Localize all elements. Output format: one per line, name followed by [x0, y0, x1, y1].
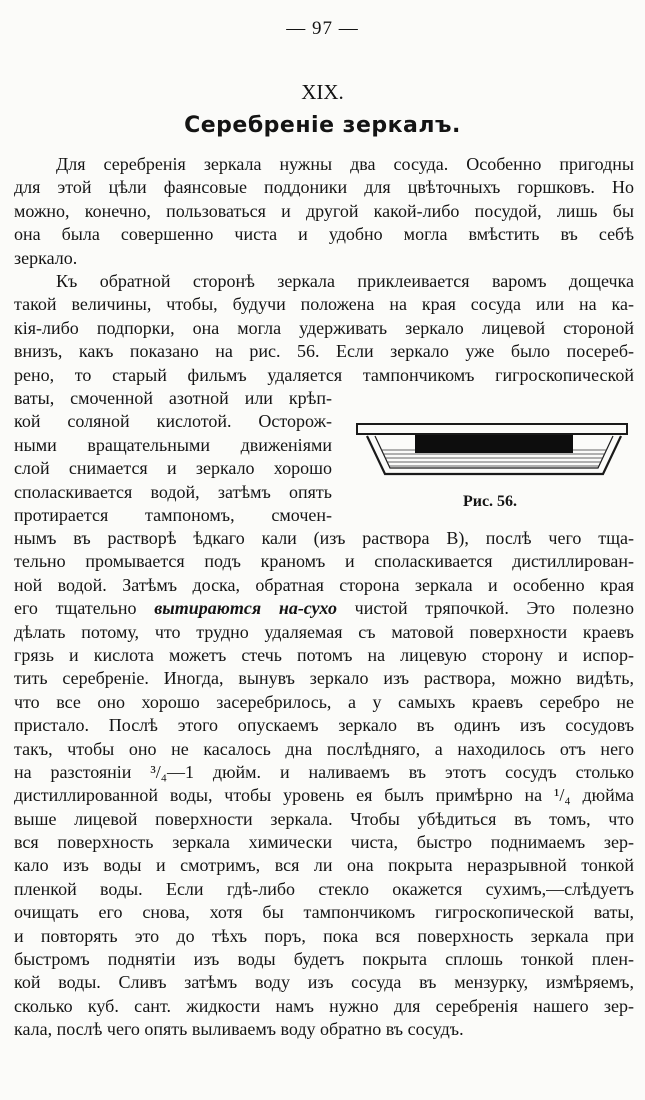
text-span: его тщательно — [14, 598, 155, 619]
text-line: такой величины, чтобы, будучи положена на края сосуда или на ка- — [14, 294, 634, 315]
text-line: нымъ въ растворѣ ѣдкаго кали (изъ раствора В), послѣ чего тща- — [14, 528, 634, 548]
text-line: дѣлать потому, что трудно удаляемая съ матовой поверхности краевъ — [14, 621, 634, 642]
italic-emphasis: вытираются на-сухо — [154, 598, 337, 619]
text-line: дистиллированной воды, чтобы уровень ея былъ примѣрно на ¹/₄ дюйма — [14, 785, 634, 806]
board-shape — [357, 424, 627, 434]
text-line: можно, конечно, пользоваться и другой какой-либо посудой, лишь бы — [14, 200, 634, 221]
text-line: на разстоянiи ³/₄—1 дюйм. и наливаемъ въ этотъ сосудъ столько — [14, 761, 634, 782]
text-line: выше лицевой поверхности зеркала. Чтобы убѣдиться въ томъ, что — [14, 808, 634, 829]
text-line: кало изъ воды и смотримъ, вся ли она покрыта неразрывной тонкой — [14, 855, 634, 876]
text-line: Для серебренiя зеркала нужны два сосуда. Особенно пригодны — [56, 154, 634, 174]
text-line: Къ обратной сторонѣ зеркала приклеивается варомъ дощечка — [56, 271, 634, 291]
text-line: слой снимается и зеркало хорошо — [14, 458, 332, 479]
text-line: кiя-либо подпорки, она могла удерживать зеркало лицевой стороной — [14, 317, 634, 338]
chapter-number: XIX. — [301, 80, 344, 104]
text-line: ными вращательными движенiями — [14, 434, 332, 455]
text-line: такъ, чтобы оно не касалось дна послѣдняго, а находилось отъ него — [14, 738, 634, 759]
paragraph-2-continued — [14, 527, 634, 1042]
text-line: внизъ, какъ показано на рис. 56. Если зеркало уже было посереб- — [14, 341, 634, 362]
text-line: кой воды. Сливъ затѣмъ воду изъ сосуда въ мензурку, измѣряемъ, — [14, 972, 634, 993]
paragraph-1 — [14, 153, 634, 270]
text-line: кой соляной кислотой. Осторож- — [14, 411, 332, 432]
text-line: она была совершенно чиста и удобно могла вмѣстить въ себѣ — [14, 224, 634, 245]
text-line: ной водой. Затѣмъ доска, обратная сторона зеркала и особенно края — [14, 574, 634, 595]
figure-56-illustration — [345, 420, 635, 530]
text-line: и повторять это до тѣхъ поръ, пока вся поверхность зеркала при — [14, 925, 634, 946]
page-number: — 97 — — [286, 18, 359, 39]
text-line-emphasis — [14, 597, 634, 620]
text-line: зеркало. — [14, 247, 78, 268]
text-line: что все оно хорошо засеребрилось, а у самыхъ краевъ серебро не — [14, 691, 634, 712]
text-line: пленкой воды. Если гдѣ-либо стекло окажется сухимъ,—слѣдуетъ — [14, 878, 634, 899]
text-line: рено, то старый фильмъ удаляется тампончикомъ гигроскопической — [14, 364, 634, 385]
paragraph-2 — [14, 270, 634, 387]
text-line: пристало. Послѣ этого опускаемъ зеркало въ одинъ изъ сосудовъ — [14, 715, 634, 736]
text-line: протирается тампономъ, смочен- — [14, 504, 332, 525]
text-line: вся поверхность зеркала химически чиста, быстро поднимаемъ зер- — [14, 832, 634, 853]
text-line: грязь и кислота можетъ стечь потомъ на лицевую сторону и испор- — [14, 644, 634, 665]
text-line: очищать его снова, хотя бы тампончикомъ гигроскопической ваты, — [14, 902, 634, 923]
section-title: Серебренiе зеркалъ. — [184, 113, 461, 138]
text-line: для этой цѣли фаянсовые поддоники для цвѣточныхъ горшковъ. Но — [14, 177, 634, 198]
text-line: быстромъ поднятiи изъ воды будетъ покрыта сплошь тонкой плен- — [14, 949, 634, 970]
mirror-shape — [415, 435, 573, 453]
text-line: кала, послѣ чего опять выливаемъ воду обратно въ сосудъ. — [14, 1019, 464, 1040]
text-line: сколько куб. сант. жидкости намъ нужно для серебренiя нашего зер- — [14, 995, 634, 1016]
text-line: тить серебренiе. Иногда, вынувъ зеркало изъ раствора, можно видѣть, — [14, 668, 634, 689]
text-line: споласкивается водой, затѣмъ опять — [14, 481, 332, 502]
text-line: тельно промывается подъ краномъ и споласкивается дистиллирован- — [14, 551, 634, 572]
text-line: ваты, смоченной азотной или крѣп- — [14, 388, 332, 408]
figure-caption: Рис. 56. — [462, 493, 518, 510]
text-span: чистой тряпочкой. Это полезно — [336, 598, 634, 619]
